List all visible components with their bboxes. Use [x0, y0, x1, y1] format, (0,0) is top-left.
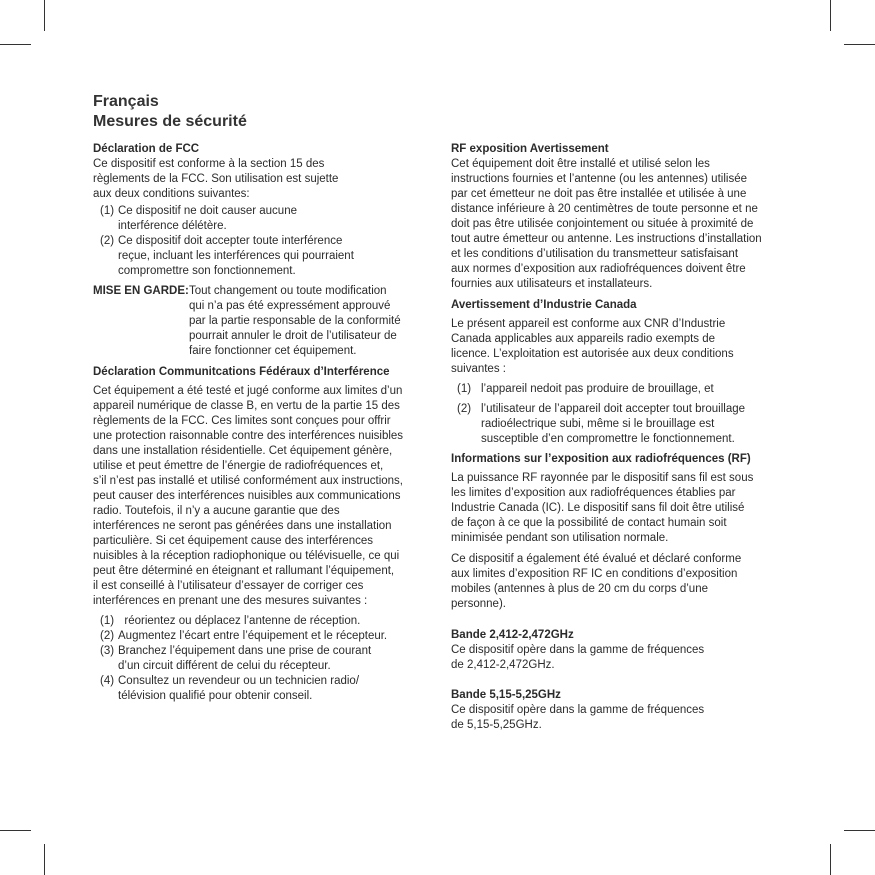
comm-heading: Déclaration Communitcations Fédéraux d’Interférence: [93, 366, 390, 378]
list-item: (2) Ce dispositif doit accepter toute interférence reçue, incluant les interférences qui pourraient compromettre son fonctionnement.: [100, 235, 354, 277]
fcc-conditions-list: [93, 204, 438, 279]
band1-heading: Bande 2,412-2,472GHz: [451, 629, 574, 641]
band1-body: Ce dispositif opère dans la gamme de fréquences de 2,412-2,472GHz.: [451, 644, 705, 671]
warning-block: MISE EN GARDE: Tout changement ou toute modification qui n’a pas été expressément approuvé par la partie responsable de la conformité pourrait annuler le droit de l’utilisateur de faire fonctionner cet équipement.: [93, 285, 401, 357]
info-body: La puissance RF rayonnée par le dispositif sans fil est sous les limites d’exposition aux radiofréquences établies par Industrie Canada (IC). Le dispositif sans fil doit être utilisé de façon à ce que la possibilité de contact humain soit minimisée pendant son utilisation normale.: [451, 472, 754, 544]
ic-body: Le présent appareil est conforme aux CNR d’Industrie Canada applicables aux appareils radio exempts de licence. L’exploitation est autorisée aux deux conditions suivantes :: [451, 318, 734, 375]
band2-heading: Bande 5,15-5,25GHz: [451, 689, 561, 701]
crop-mark-top-left-vertical: [44, 0, 45, 31]
crop-mark-bottom-left-vertical: [44, 844, 45, 875]
list-item: (1) réorientez ou déplacez l’antenne de réception.: [100, 615, 361, 627]
info-body-2: Ce dispositif a également été évalué et déclaré conforme aux limites d’exposition RF IC en conditions d’exposition mobiles (antennes à plus de 20 cm du corps d’une personne).: [451, 553, 742, 610]
section-heading: Mesures de sécurité: [93, 113, 247, 130]
language-heading: Français: [93, 93, 159, 110]
rf-heading: RF exposition Avertissement: [451, 143, 609, 155]
fcc-intro: Ce dispositif est conforme à la section 15 des règlements de la FCC. Son utilisation est sujette aux deux conditions suivantes:: [93, 158, 339, 200]
list-item: (4) Consultez un revendeur ou un technicien radio/ télévision qualifié pour obtenir conseil.: [100, 675, 360, 702]
warning-label: MISE EN GARDE:: [93, 285, 189, 297]
list-item: (3) Branchez l’équipement dans une prise de courant d’un circuit différent de celui du récepteur.: [100, 645, 372, 672]
right-column: [451, 142, 781, 733]
ic-conditions-list: [451, 382, 781, 447]
info-heading: Informations sur l’exposition aux radiofréquences (RF): [451, 453, 751, 465]
band2-body: Ce dispositif opère dans la gamme de fréquences de 5,15-5,25GHz.: [451, 704, 705, 731]
comm-body: Cet équipement a été testé et jugé conforme aux limites d’un appareil numérique de classe B, en vertu de la partie 15 des règlements de la FCC. Ces limites sont conçues pour offrir une protection raisonnable contre des interférences nuisibles dans une installation résidentielle. Cet équipement génère, utilise et peut émettre de l’énergie de radiofréquences et, s’il n’est pas installé et utilisé conformément aux instructions, peut causer des interférences nuisibles aux communications radio. Toutefois, il n’y a aucune garantie que des interférences ne seront pas générées dans une installation particulière. Si cet équipement cause des interférences nuisibles à la réception radiophonique ou télévisuelle, ce qui peut être déterminé en éteignant et rallumant l’équipement, il est conseillé à l’utilisateur d’essayer de corriger ces interférences en prenant une des mesures suivantes :: [93, 385, 404, 607]
comm-measures-list: [93, 614, 438, 704]
list-item: (1) Ce dispositif ne doit causer aucune interférence délétère.: [100, 205, 297, 232]
crop-mark-top-right-horizontal: [844, 44, 875, 45]
left-column: [93, 142, 438, 704]
list-item: (2) Augmentez l’écart entre l’équipement et le récepteur.: [100, 630, 388, 642]
list-item: (1) l’appareil nedoit pas produire de brouillage, et: [457, 383, 714, 395]
crop-mark-top-right-vertical: [830, 0, 831, 31]
ic-heading: Avertissement d’Industrie Canada: [451, 299, 637, 311]
crop-mark-bottom-right-horizontal: [844, 830, 875, 831]
list-item: (2) l’utilisateur de l’appareil doit accepter tout brouillage radioélectrique subi, même si le brouillage est susceptible d’en compromettre le fonctionnement.: [457, 403, 746, 445]
crop-mark-bottom-left-horizontal: [0, 830, 31, 831]
crop-mark-top-left-horizontal: [0, 44, 31, 45]
page-title: [93, 92, 247, 132]
rf-body: Cet équipement doit être installé et utilisé selon les instructions fournies et l’antenne (ou les antennes) utilisée par cet émetteur ne doit pas être installée et utilisée à une distance inférieure à 20 centimètres de toute personne et ne doit pas être utilisée conjointement ou située à proximité de tout autre émetteur ou antenne. Les instructions d’installation et les conditions d’utilisation du transmetteur satisfaisant aux normes d’exposition aux radiofréquences doivent être fournies aux utilisateurs et installateurs.: [451, 158, 762, 290]
crop-mark-bottom-right-vertical: [830, 844, 831, 875]
fcc-heading: Déclaration de FCC: [93, 143, 200, 155]
